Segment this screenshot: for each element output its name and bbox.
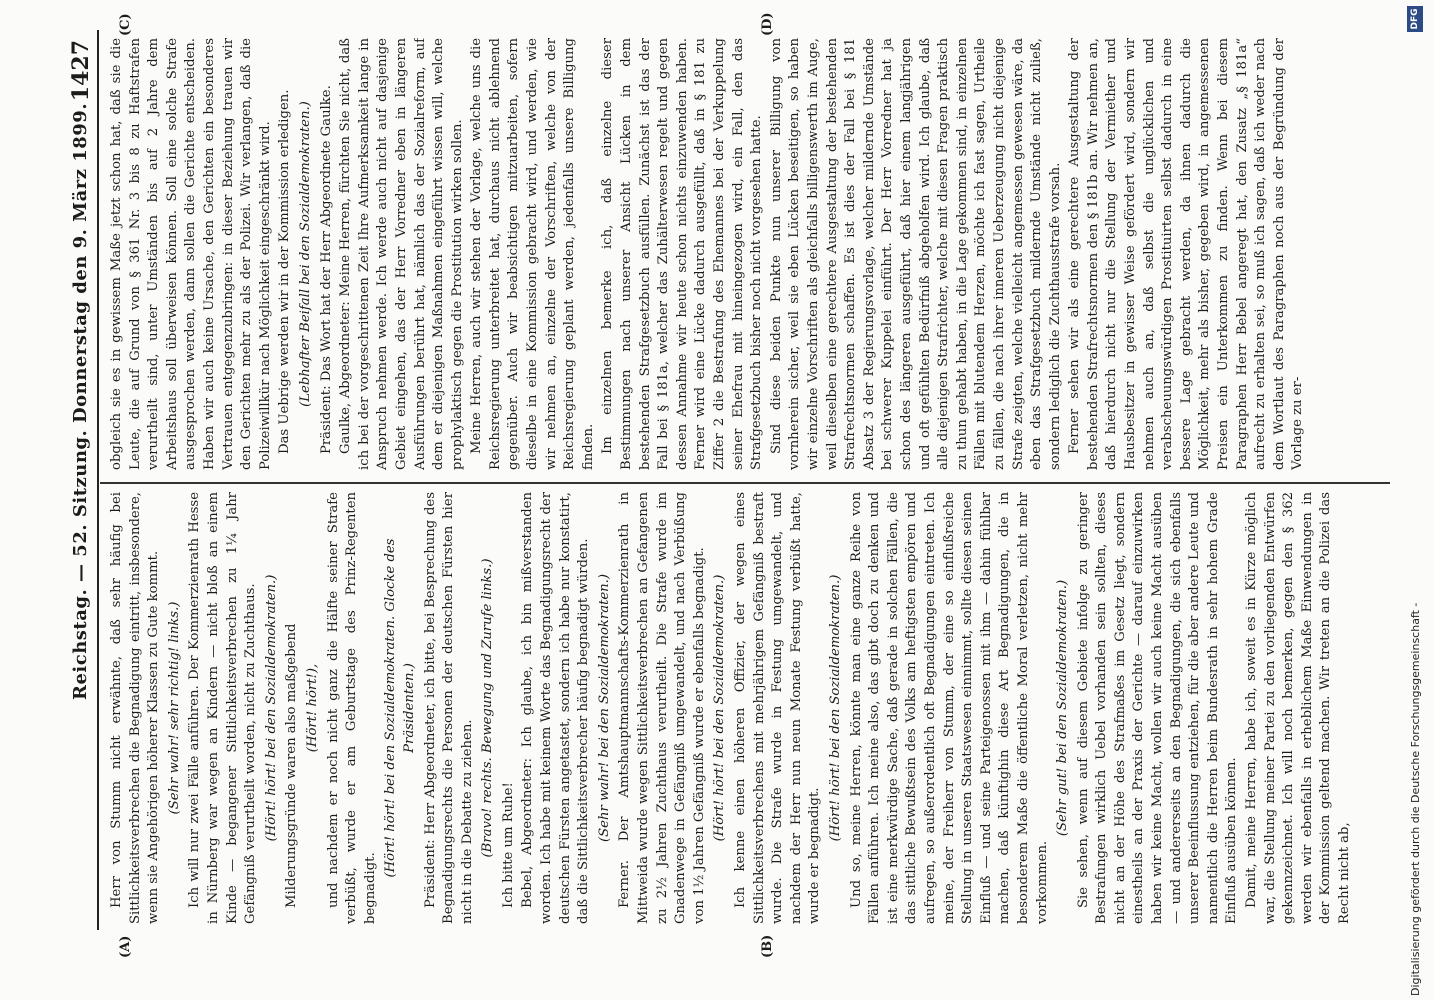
paragraph: Damit, meine Herren, habe ich, soweit es in Kürze möglich war, die Stellung meiner Partei zu den vorliegenden Entwürfen gekennzeichnet. Ich will noch bemerken, gegen den § 362 werden wir ebenfalls in erheblichem Maße Einwendungen in der Kommission geltend machen. Wir treten an die Polizei das Recht nicht ab, — [1244, 492, 1352, 924]
left-column — [108, 492, 1378, 924]
paragraph: Sind diese beiden Punkte nun unserer Billigung von vornherein sicher, weil sie eben Lücken beseitigen, so haben wir einzelne Vorschriften als gleichfalls billigenswerth im Auge, weil dieselben eine gerechtere Ausgestaltung der bestehenden Strafrechtsnormen schaffen. Es ist dies der Fall bei § 181 Absatz 3 der Regierungsvorlage, welcher mildernde Umstände bei schwerer Kuppelei einführt. Der Herr Vorredner hat ja schon des längeren ausgeführt, daß hier einem langjährigen und oft gefühlten Bedürfniß abgeholfen wird. Ich glaube, daß alle diejenigen Strafrichter, welche mit diesen Fragen praktisch zu thun gehabt haben, in die Lage gekommen sind, in einzelnen Fällen mit blutendem Herzen, möchte ich fast sagen, Urtheile zu fällen, die nach ihrer inneren Ueberzeugung nicht diejenige Strafe zeigten, welche vielleicht angemessen gewesen wäre, da eben das Strafgesetzbuch mildernde Umstände nicht zuließ, sondern lediglich die Zuchthausstrafe vorsah. — [768, 38, 1063, 470]
page-header — [66, 30, 96, 930]
paragraph: Das Uebrige werden wir in der Kommission erledigen. — [277, 89, 293, 454]
interjection: (Hört! hört! bei den Sozialdemokraten.) — [712, 574, 728, 842]
interjection: (Lebhafter Beifall bei den Sozialdemokraten.) — [297, 101, 313, 407]
paragraph: Meine Herren, auch wir stehen der Vorlage, welche uns die Reichsregierung unterbreitet hat, durchaus nicht ablehnend gegenüber. Auch wir beabsichtigen mitzuarbeiten, sofern dieselbe in eine Kommission gebracht wird, und werden, wie wir nehmen an, einzelne der Vorschriften, welche von der Reichsregierung geplant werden, jedenfalls unsere Billigung finden. — [469, 38, 596, 470]
speaker-paragraph: Gaulke, Abgeordneter: Meine Herren, fürchten Sie nicht, daß ich bei der vorgeschrittenen Zeit Ihre Aufmerksamkeit lange in Anspruch nehmen werde. Ich werde auch nicht auf dasjenige Gebiet eingehen, das der Herr Vorredner eben in längeren Ausführungen berührt hat, nämlich das der Sozialreform, auf dem er diejenigen Maßnahmen eingeführt wissen will, welche prophylaktisch gegen die Prostitution wirken sollen. — [338, 38, 465, 470]
margin-mark-d: (D) — [760, 12, 775, 36]
paragraph: Und so, meine Herren, könnte man eine ganze Reihe von Fällen anführen. Ich meine also, das gibt doch zu denken und ist eine merkwürdige Sache, daß gerade in solchen Fällen, die das sittliche Bewußtsein des Volks am heftigsten empören und aufregen, so außerordentlich oft Begnadigungen eintreten. Ich meine, der Freiherr von Stumm, der eine so einflußreiche Stellung in unseren Staatswesen einnimmt, sollte diesen seinen Einfluß — und seine Parteigenossen mit ihm — dahin fühlbar machen, daß künftighin diese Art Begnadigungen, die in besonderem Maße die öffentliche Moral verletzen, nicht mehr vorkommen. — [848, 492, 1050, 924]
paragraph: Milderungsgründe waren also maßgebend — [284, 623, 300, 908]
speaker-paragraph: Bebel, Abgeordneter: Ich glaube, ich bin mißverstanden worden. Ich habe mit keinem Worte das Begnadigungsrecht der deutschen Fürsten angetastet, sondern ich habe nur konstatirt, daß die Sittlichkeitsverbrecher häufig begnadigt würden. — [520, 492, 592, 924]
header-rule — [97, 30, 99, 930]
paragraph: Ferner. Der Amtshauptmannschafts-Kommerzienrath in Mittweida wurde wegen Sittlichkeitsverbrechen an Gefangenen zu 2½ Jahren Zuchthaus verurtheilt. Die Strafe wurde im Gnadenwege in Gefängniß umgewandelt, und nach Verbüßung von 1½ Jahren Gefängniß wurde er ebenfalls begnadigt. — [617, 492, 707, 924]
interjection: (Hört! hört! bei den Sozialdemokraten.) — [263, 574, 279, 842]
paragraph: und nachdem er noch nicht ganz die Hälfte seiner Strafe verbüßt, wurde er am Geburtstage des Prinz-Regenten begnadigt. — [325, 492, 378, 924]
interjection: (Hört! hört!), — [304, 663, 320, 753]
page-footer — [1404, 0, 1428, 1000]
paragraph: Herr von Stumm nicht erwähnte, daß sehr häufig bei Sittlichkeitsverbrechen die Begnadigung eintritt, insbesondere, wenn sie Angehörigen höherer Klassen zu Gute kommt. — [109, 492, 162, 924]
paragraph: Ich bitte um Ruhe! — [500, 782, 516, 908]
interjection: (Sehr wahr! bei den Sozialdemokraten.) — [596, 574, 612, 842]
interjection: (Hört! hört! bei den Sozialdemokraten. Glocke des Präsidenten.) — [383, 538, 417, 878]
interjection: (Sehr wahr! sehr richtig! links.) — [166, 601, 182, 815]
page-number: 1427 — [68, 40, 94, 102]
interjection: (Bravo! rechts. Bewegung und Zurufe links.) — [480, 558, 496, 858]
right-column — [108, 38, 1378, 470]
paragraph: Ich will nur zwei Fälle anführen. Der Kommerzienrath Hesse in Nürnberg war wegen an Kindern — nicht bloß an einem Kinde — begangener Sittlichkeitsverbrechen zu 1¼ Jahr Gefängniß verurtheilt worden, nicht zu Zuchthaus. — [187, 492, 259, 924]
paragraph: Ich kenne einen höheren Offizier, der wegen eines Sittlichkeitsverbrechens mit mehrjährigem Gefängniß bestraft wurde. Die Strafe wurde in Festung umgewandelt, und nachdem der Herr nun neun Monate Festung verbüßt hatte, wurde er begnadigt. — [733, 492, 823, 924]
margin-mark-c: (C) — [118, 13, 133, 36]
paragraph: Im einzelnen bemerke ich, daß einzelne dieser Bestimmungen nach unserer Ansicht Lücken in dem bestehenden Strafgesetzbuch ausfüllen. Zunächst ist das der Fall bei § 181a, welcher das Zuhälterwesen regelt und gegen dessen Annahme wir heute schon nichts einzuwenden haben. Ferner wird eine Lücke dadurch ausgefüllt, daß in § 181 zu Ziffer 2 die Bestrafung des Ehemannes bei der Verkuppelung seiner Ehefrau mit hineingezogen wird, ein Fall, den das Strafgesetzbuch bisher noch nicht vorgesehen hatte. — [600, 38, 765, 470]
column-divider — [100, 482, 1390, 484]
dfg-logo: DFG — [1407, 6, 1423, 32]
paragraph: obgleich sie es in gewissem Maße jetzt schon hat, daß sie die Leute, die auf Grund von § 361 Nr. 3 bis 8 zu Haftstrafen verurtheilt sind, unter Umständen bis auf 2 Jahre dem Arbeitshaus soll überweisen können. Soll eine solche Strafe ausgesprochen werden, dann sollen die Gerichte entscheiden. Haben wir auch keine Ursache, den Gerichten ein besonderes Vertrauen entgegenzubringen: in dieser Beziehung trauen wir den Gerichten mehr zu als der Polizei. Wir verlangen, daß die Polizeiwillkür nach Möglichkeit eingeschränkt wird. — [109, 38, 273, 470]
digitization-credit: Digitalisierung gefördert durch die Deutsche Forschungsgemeinschaft - — [1409, 602, 1422, 996]
margin-mark-a: (A) — [118, 935, 133, 958]
paragraph: Sie sehen, wenn auf diesem Gebiete infolge zu geringer Bestrafungen wirklich Uebel vorhanden sein sollten, dieses nicht an der Höhe des Strafmaßes im Gesetz liegt, sondern einestheils an der Praxis der Gerichte — darauf einzuwirken haben wir keine Macht, wollen wir auch keine Macht ausüben — und andererseits an den Begnadigungen, die sich ebenfalls unserer Beeinflussung entziehen, für die aber andere Leute und namentlich die Herren beim Bundesrath in sehr hohem Grade Einfluß ausüben können. — [1075, 492, 1240, 924]
speaker-paragraph: Präsident: Herr Abgeordneter, ich bitte, bei Besprechung des Begnadigungsrechts die Personen der deutschen Fürsten hier nicht in die Debatte zu ziehen. — [422, 492, 475, 924]
header-title: Reichstag. — 52. Sitzung. Donnerstag den 9. März 1899. — [70, 102, 91, 700]
interjection: (Sehr gut! bei den Sozialdemokraten.) — [1055, 579, 1071, 837]
speaker-paragraph: Präsident: Das Wort hat der Herr Abgeordnete Gaulke. — [318, 85, 334, 454]
margin-mark-b: (B) — [760, 934, 775, 958]
interjection: (Hört! hört! bei den Sozialdemokraten.) — [827, 574, 843, 842]
paragraph: Ferner sehen wir als eine gerechtere Ausgestaltung der bestehenden Strafrechtsnormen den § 181b an. Wir nehmen an, daß hierdurch nicht nur die Stellung der Vermiether und Hausbesitzer in gewisser Weise gefördert wird, sondern wir nehmen auch an, daß selbst die unglücklichen und verabscheuungswürdigen Prostituirten selbst dadurch in eine bessere Lage gebracht werden, da ihnen dadurch die Möglichkeit, mehr als bisher, gegeben wird, in angemessenen Preisen ein Unterkommen zu finden. Wenn bei diesem Paragraphen Herr Bebel angeregt hat, den Zusatz „§ 181a“ aufrecht zu erhalten sei, so muß ich sagen, daß ich weder nach dem Wortlaut des Paragraphen noch aus der Begründung der Vorlage zu er- — [1067, 38, 1306, 470]
